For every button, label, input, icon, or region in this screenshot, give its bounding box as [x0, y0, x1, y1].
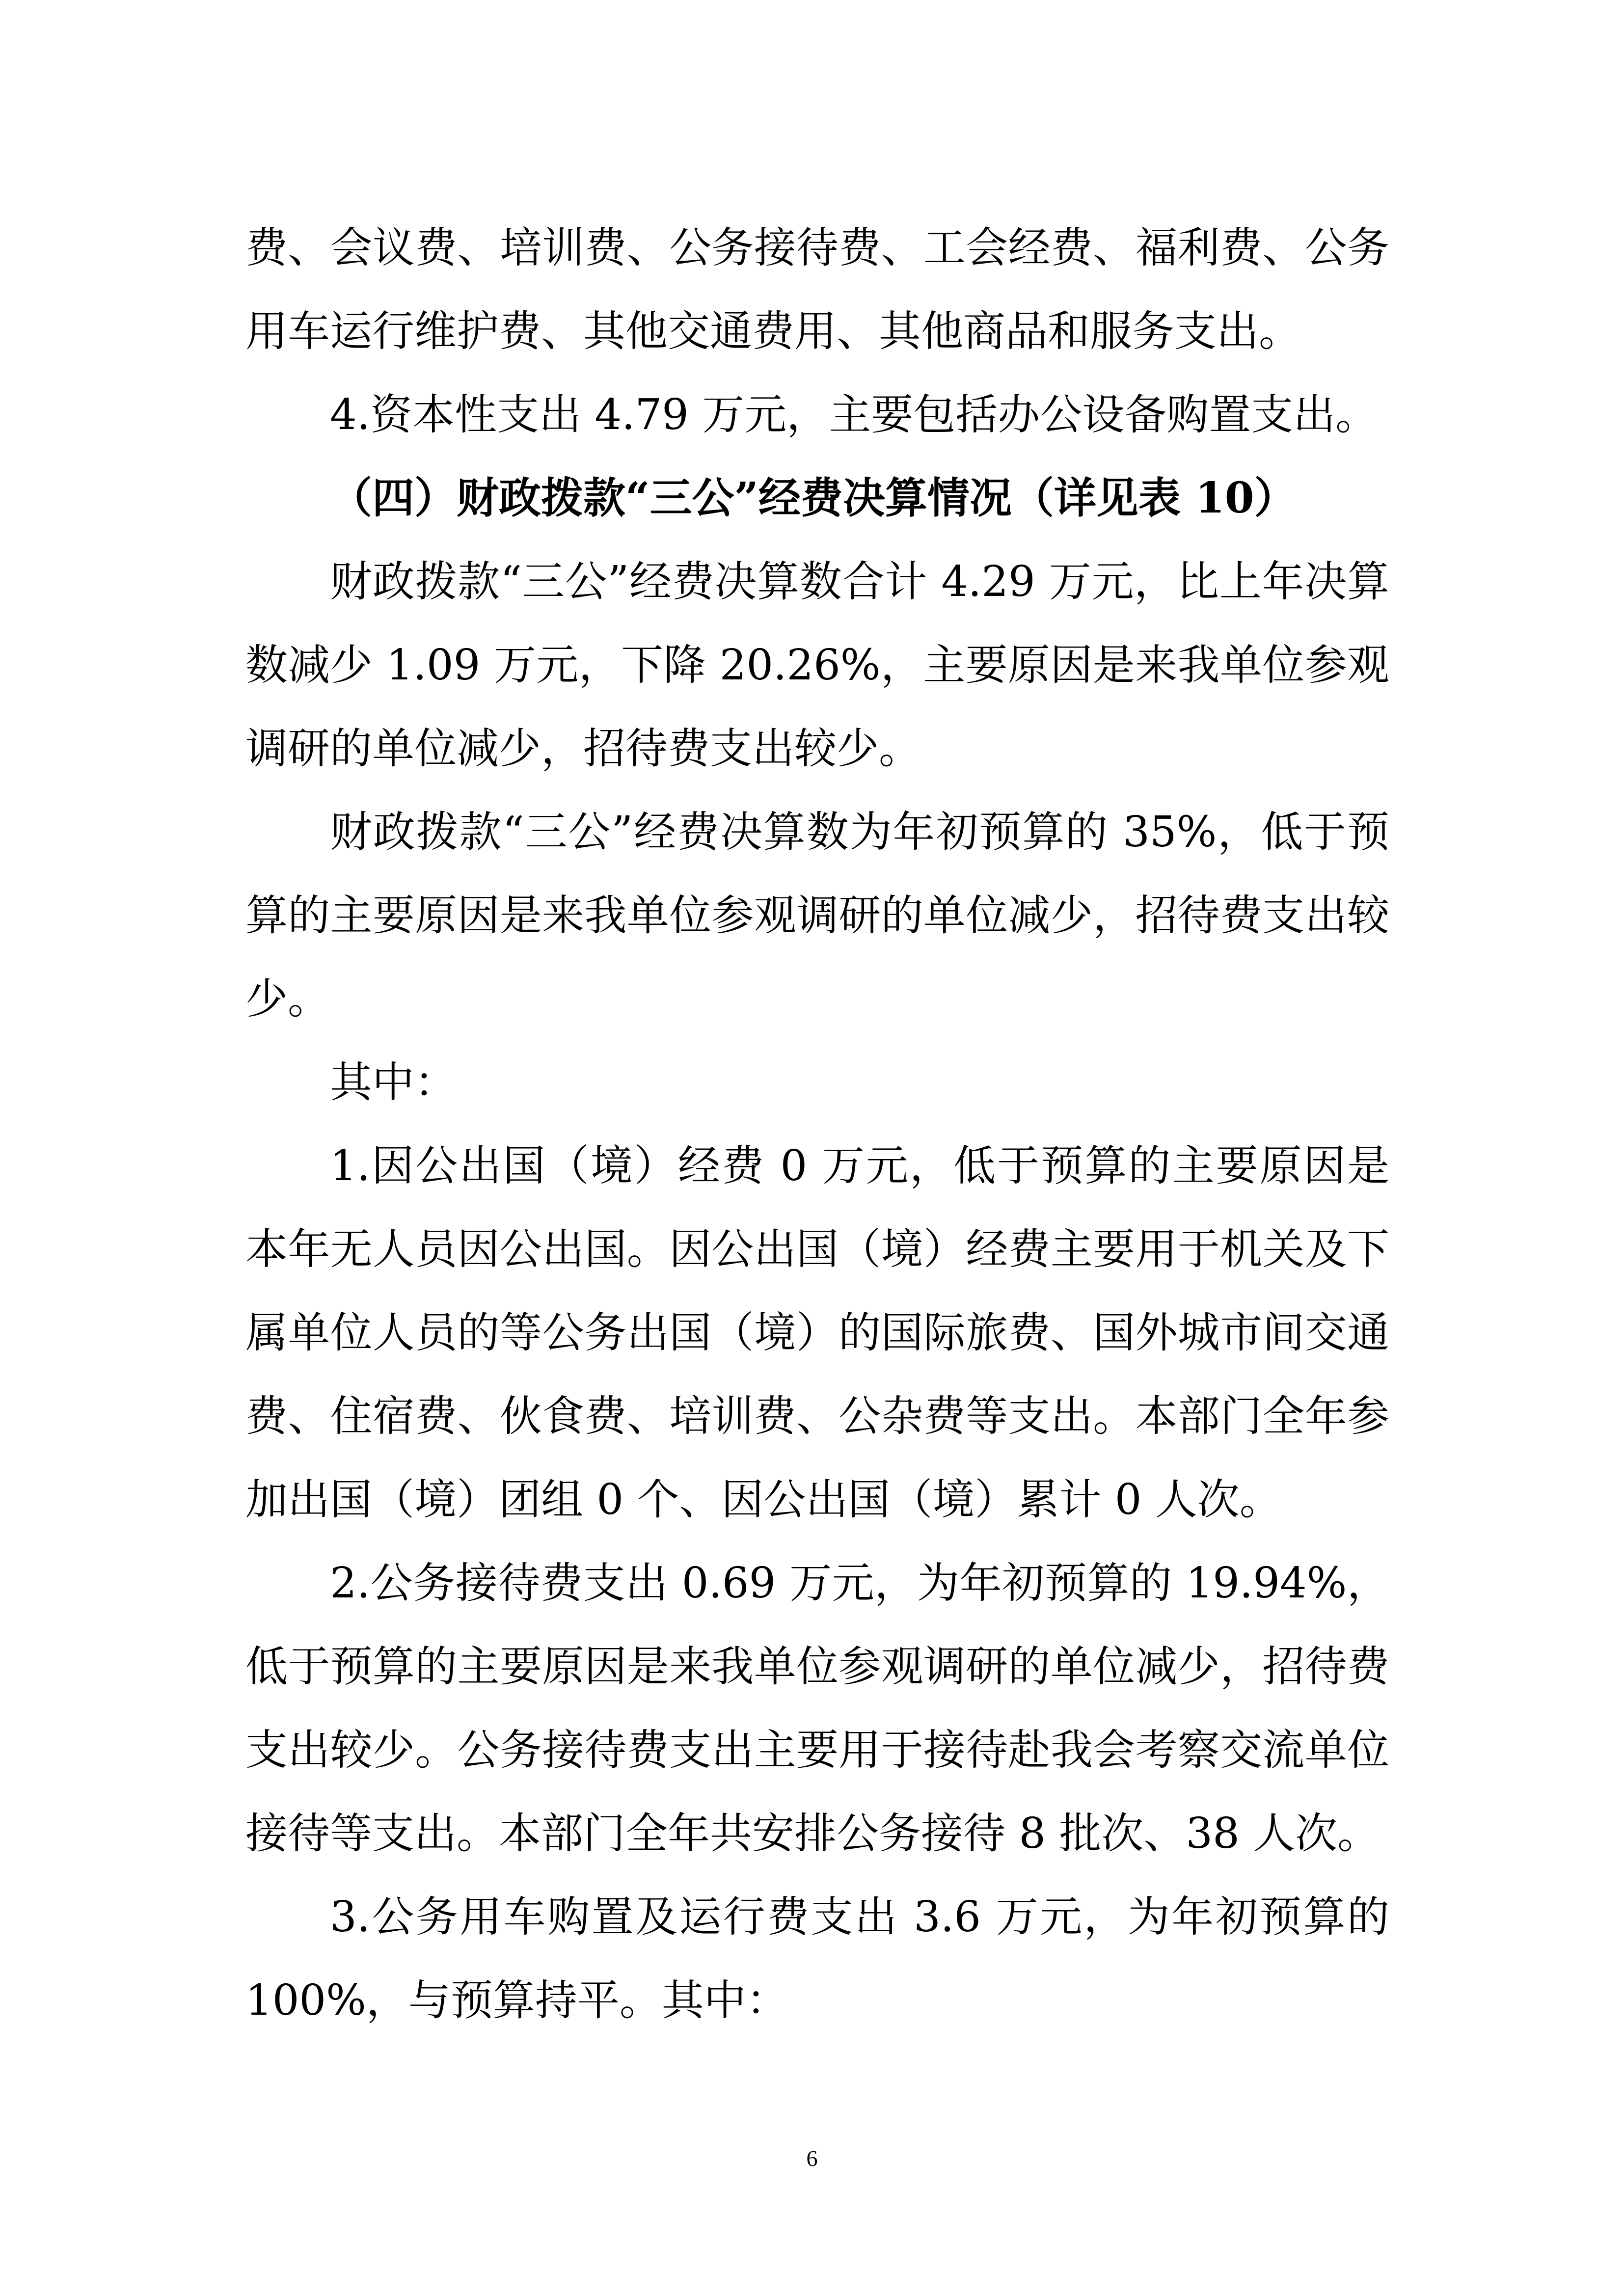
- paragraph-budget-ratio: 财政拨款“三公”经费决算数为年初预算的 35%，低于预算的主要原因是来我单位参观调研的单位减少，招待费支出较少。: [245, 808, 1389, 1024]
- paragraph-official-reception: 2.公务接待费支出 0.69 万元，为年初预算的 19.94%，低于预算的主要原因是来我单位参观调研的单位减少，招待费支出较少。公务接待费支出主要用于接待赴我会考察交流单位接待等支出。本部门全年共安排公务接待 8 批次、38 人次。: [245, 1559, 1389, 1858]
- page-number: 6: [806, 2146, 818, 2171]
- body-text: [245, 206, 1389, 2042]
- paragraph-official-vehicles: 3.公务用车购置及运行费支出 3.6 万元，为年初预算的100%，与预算持平。其中：: [245, 1892, 1389, 2025]
- paragraph-expense-list-continued: 费、会议费、培训费、公务接待费、工会经费、福利费、公务用车运行维护费、其他交通费用、其他商品和服务支出。: [245, 223, 1389, 356]
- section-heading-three-public-expenses: （四）财政拨款“三公”经费决算情况（详见表 10）: [330, 473, 1297, 523]
- paragraph-three-public-total: 财政拨款“三公”经费决算数合计 4.29 万元，比上年决算数减少 1.09 万元，下降 20.26%，主要原因是来我单位参观调研的单位减少，招待费支出较少。: [245, 557, 1389, 773]
- paragraph-overseas-travel: 1.因公出国（境）经费 0 万元，低于预算的主要原因是本年无人员因公出国。因公出国（境）经费主要用于机关及下属单位人员的等公务出国（境）的国际旅费、国外城市间交通费、住宿费、伙食费、培训费、公杂费等支出。本部门全年参加出国（境）团组 0 个、因公出国（境）累计 0 人次。: [245, 1141, 1389, 1524]
- paragraph-capital-expenditure: 4.资本性支出 4.79 万元，主要包括办公设备购置支出。: [330, 390, 1378, 439]
- paragraph-among-which: 其中：: [330, 1058, 457, 1107]
